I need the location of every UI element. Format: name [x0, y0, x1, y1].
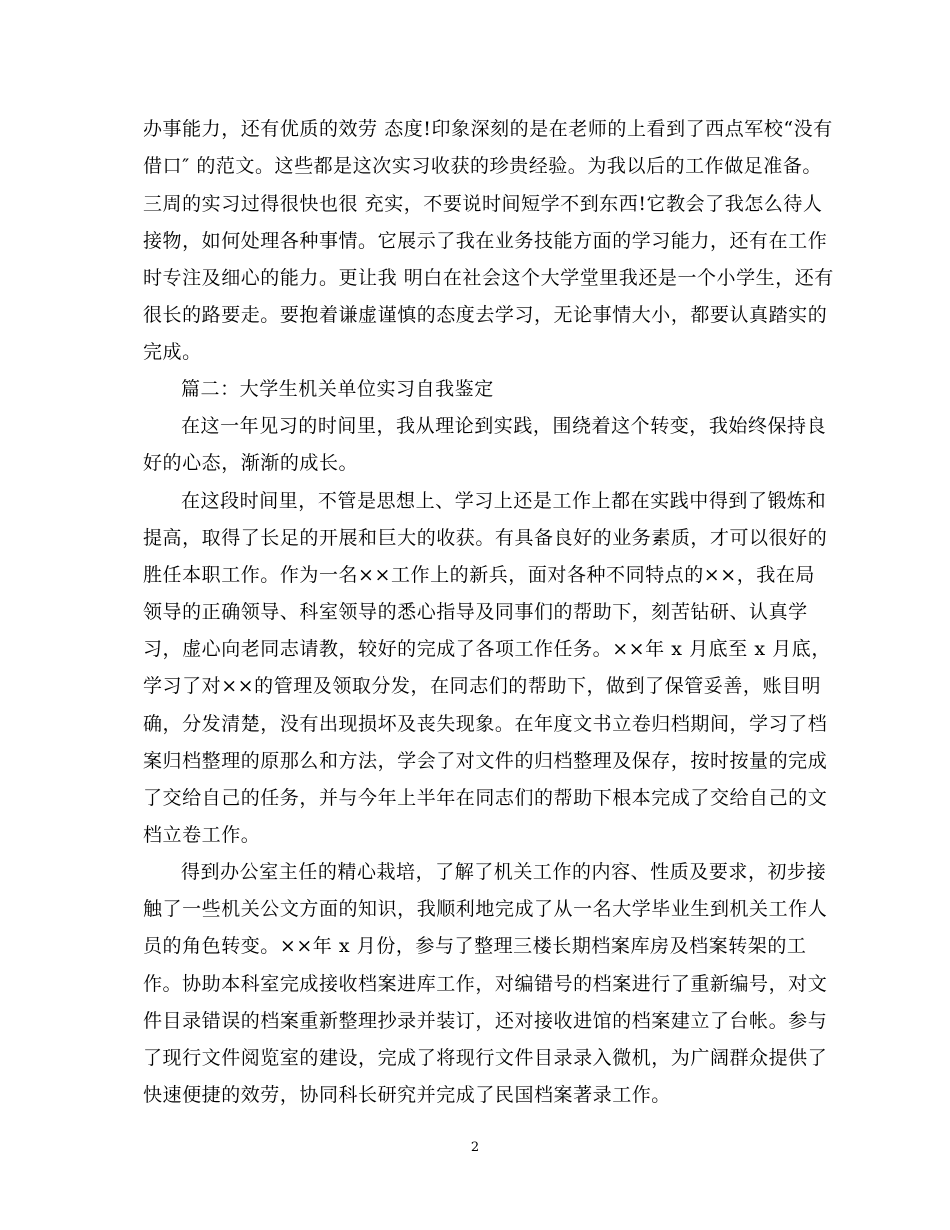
text-line: 得到办公室主任的精心栽培，了解了机关工作的内容、性质及要求，初步接 — [181, 861, 827, 883]
text-line: 员的角色转变。××年 x 月份，参与了整理三楼长期档案库房及档案转架的工 — [143, 935, 807, 957]
text-line: 三周的实习过得很快也很 充实，不要说时间短学不到东西!它教会了我怎么待人 — [143, 193, 823, 215]
text-line: 确，分发清楚，没有出现损坏及丧失现象。在年度文书立卷归档期间，学习了档 — [143, 713, 828, 735]
text-line: 案归档整理的原那么和方法，学会了对文件的归档整理及保存，按时按量的完成 — [143, 750, 828, 772]
text-line: 了现行文件阅览室的建设，完成了将现行文件目录录入微机，为广阔群众提供了 — [143, 1047, 828, 1069]
text-line: 习，虚心向老同志请教，较好的完成了各项工作任务。××年 x 月底至 x 月底， — [143, 638, 831, 660]
section-heading: 篇二：大学生机关单位实习自我鉴定 — [181, 378, 494, 400]
text-line: 触了一些机关公文方面的知识，我顺利地完成了从一名大学毕业生到机关工作人 — [143, 898, 828, 920]
text-line: 在这一年见习的时间里，我从理论到实践，围绕着这个转变，我始终保持良 — [181, 415, 827, 437]
text-line: 接物，如何处理各种事情。它展示了我在业务技能方面的学习能力，还有在工作 — [143, 230, 828, 252]
text-line: 很长的路要走。要抱着谦虚谨慎的态度去学习，无论事情大小，都要认真踏实的 — [143, 304, 828, 326]
text-line: 提高，取得了长足的开展和巨大的收获。有具备良好的业务素质，才可以很好的 — [143, 527, 828, 549]
text-line: 快速便捷的效劳，协同科长研究并完成了民国档案著录工作。 — [143, 1084, 671, 1106]
text-line: 件目录错误的档案重新整理抄录并装订，还对接收进馆的档案建立了台帐。参与 — [143, 1010, 828, 1032]
text-line: 胜任本职工作。作为一名××工作上的新兵，面对各种不同特点的××，我在局 — [143, 564, 815, 586]
text-line: 了交给自己的任务，并与今年上半年在同志们的帮助下根本完成了交给自己的文 — [143, 787, 828, 809]
text-line: 在这段时间里，不管是思想上、学习上还是工作上都在实践中得到了锻炼和 — [181, 490, 827, 512]
text-line: 办事能力，还有优质的效劳 态度!印象深刻的是在老师的上看到了西点军校“没有 — [143, 118, 833, 140]
text-line: 档立卷工作。 — [143, 824, 261, 846]
text-line: 作。协助本科室完成接收档案进库工作，对编错号的档案进行了重新编号，对文 — [143, 973, 828, 995]
text-line: 好的心态，渐渐的成长。 — [143, 452, 359, 474]
text-line: 借口″ 的范文。这些都是这次实习收获的珍贵经验。为我以后的工作做足准备。 — [143, 155, 822, 177]
text-line: 学习了对××的管理及领取分发，在同志们的帮助下，做到了保管妥善，账目明 — [143, 675, 822, 697]
text-line: 时专注及细心的能力。更让我 明白在社会这个大学堂里我还是一个小学生，还有 — [143, 267, 834, 289]
text-line: 完成。 — [143, 341, 202, 363]
page-number: 2 — [470, 1140, 480, 1155]
text-line: 领导的正确领导、科室领导的悉心指导及同事们的帮助下，刻苦钻研、认真学 — [143, 601, 808, 623]
